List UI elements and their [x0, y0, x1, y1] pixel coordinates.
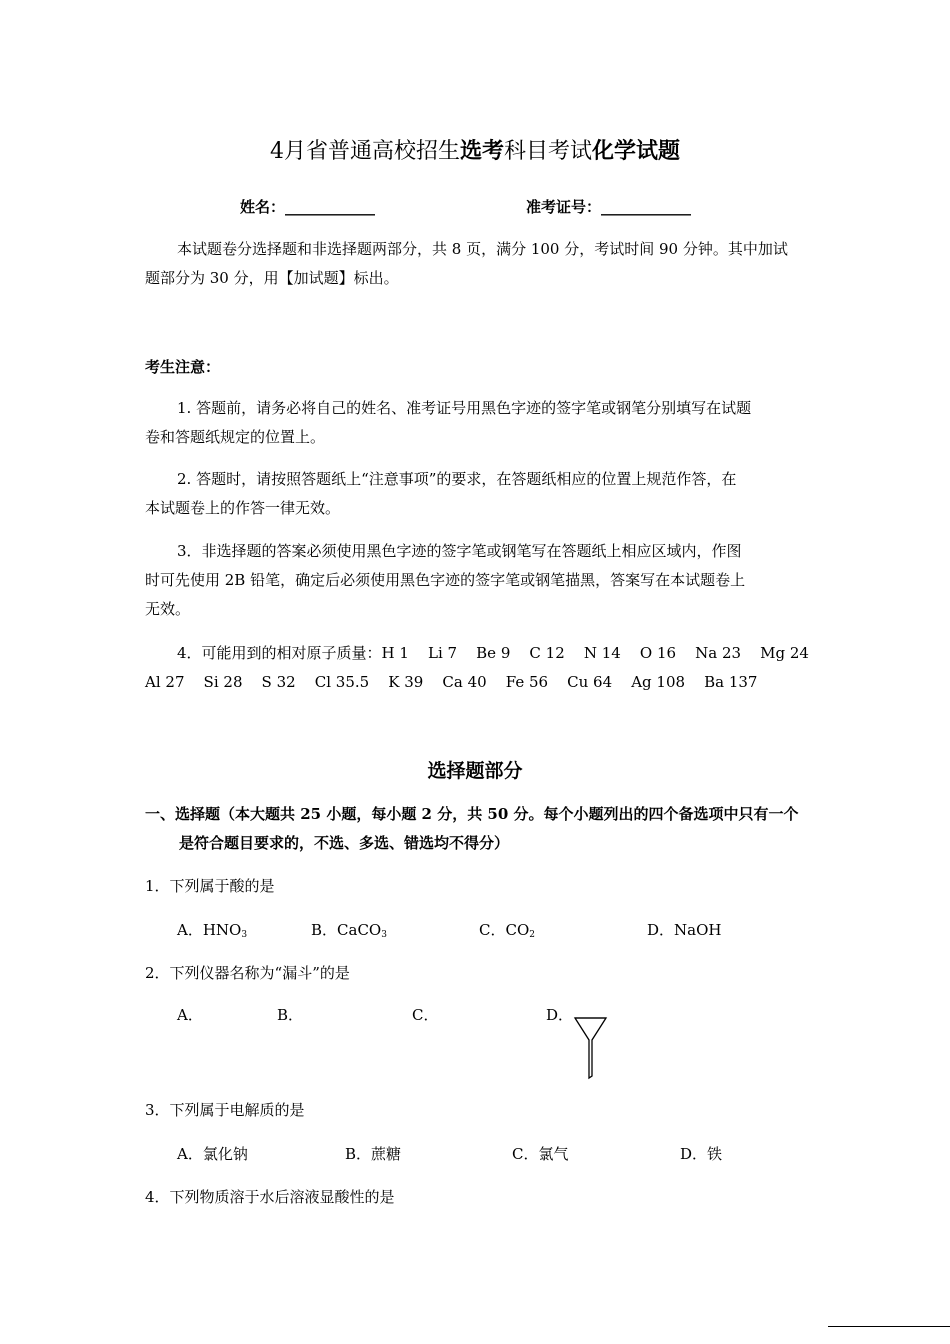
- notice-item-1-line-2: 卷和答题纸规定的位置上。: [145, 428, 326, 446]
- notice-item-4-line-1: 4．可能用到的相对原子质量：H 1 Li 7 Be 9 C 12 N 14 O 16 Na 23 Mg 24: [177, 644, 809, 662]
- title-part-2: 选考: [459, 138, 504, 164]
- notice-item-4: [145, 639, 807, 697]
- page-title: [0, 134, 950, 165]
- question-3-option-b: B．蔗糖: [345, 1145, 402, 1163]
- question-1-option-c: C．$CO_2$: [479, 921, 535, 940]
- name-field: [240, 196, 375, 217]
- question-3-option-c: C．氯气: [512, 1145, 569, 1163]
- question-2-option-b: B．: [277, 1006, 304, 1024]
- notice-item-1: [145, 394, 807, 452]
- question-4-stem: 4．下列物质溶于水后溶液显酸性的是: [145, 1188, 395, 1206]
- title-part-3: 科目考试: [503, 139, 592, 164]
- question-2-option-a: A．: [177, 1006, 203, 1024]
- notice-item-3-line-1: 3．非选择题的答案必须使用黑色字迹的签字笔或钢笔写在答题纸上相应区域内，作图: [177, 542, 742, 560]
- notice-item-2-line-1: 2. 答题时，请按照答题纸上“注意事项”的要求，在答题纸相应的位置上规范作答，在: [177, 470, 737, 488]
- exam-id-blank: ____________: [601, 198, 692, 216]
- question-1-stem: 1．下列属于酸的是: [145, 877, 275, 895]
- question-3-option-a: A．氯化钠: [177, 1145, 248, 1163]
- notice-item-3-line-3: 无效。: [145, 600, 191, 618]
- question-1-option-b: B．CaCO$_3$: [311, 921, 387, 940]
- page-bottom-rule: [828, 1326, 950, 1327]
- notice-item-2: [145, 465, 807, 523]
- title-part-4: 化学试题: [592, 138, 681, 164]
- name-blank: ____________: [285, 198, 376, 216]
- notice-item-1-line-1: 1. 答题前，请务必将自己的姓名、准考证号用黑色字迹的签字笔或钢笔分别填写在试题: [177, 399, 752, 417]
- section-heading: 选择题部分: [427, 760, 523, 782]
- notice-item-4-line-2: Al 27 Si 28 S 32 Cl 35.5 K 39 Ca 40 Fe 56 Cu 64 Ag 108 Ba 137: [145, 673, 758, 691]
- intro-line-1: 本试题卷分选择题和非选择题两部分，共 8 页，满分 100 分，考试时间 90 分钟。其中加试: [177, 240, 788, 258]
- notice-item-2-line-2: 本试题卷上的作答一律无效。: [145, 499, 341, 517]
- part-instruction-line-2: 是符合题目要求的，不选、多选、错选均不得分）: [179, 834, 510, 852]
- question-3-stem: 3．下列属于电解质的是: [145, 1101, 305, 1119]
- notice-heading: 考生注意：: [145, 358, 221, 376]
- question-1-option-a: A．$HNO_3$: [177, 921, 248, 940]
- intro-paragraph: [145, 235, 807, 293]
- question-2-option-d: D．: [546, 1006, 574, 1024]
- exam-id-label: 准考证号：: [526, 198, 602, 216]
- part-instruction-line-1: 一、选择题（本大题共 25 小题，每小题 2 分，共 50 分。每个小题列出的四个备选项中只有一个: [145, 805, 799, 823]
- question-1-option-d: D．NaOH: [647, 921, 722, 939]
- exam-id-field: [526, 196, 691, 217]
- funnel-icon: [572, 1016, 610, 1080]
- notice-item-3: [145, 537, 807, 624]
- question-2-option-c: C．: [412, 1006, 439, 1024]
- question-3-option-d: D．铁: [680, 1145, 723, 1163]
- question-2-stem: 2．下列仪器名称为“漏斗”的是: [145, 964, 350, 982]
- notice-item-3-line-2: 时可先使用 2B 铅笔，确定后必须使用黑色字迹的签字笔或钢笔描黑，答案写在本试题卷上: [145, 571, 746, 589]
- intro-line-2: 题部分为 30 分，用【加试题】标出。: [145, 269, 399, 287]
- name-label: 姓名：: [240, 198, 286, 216]
- title-part-1: 4月省普通高校招生: [269, 139, 460, 164]
